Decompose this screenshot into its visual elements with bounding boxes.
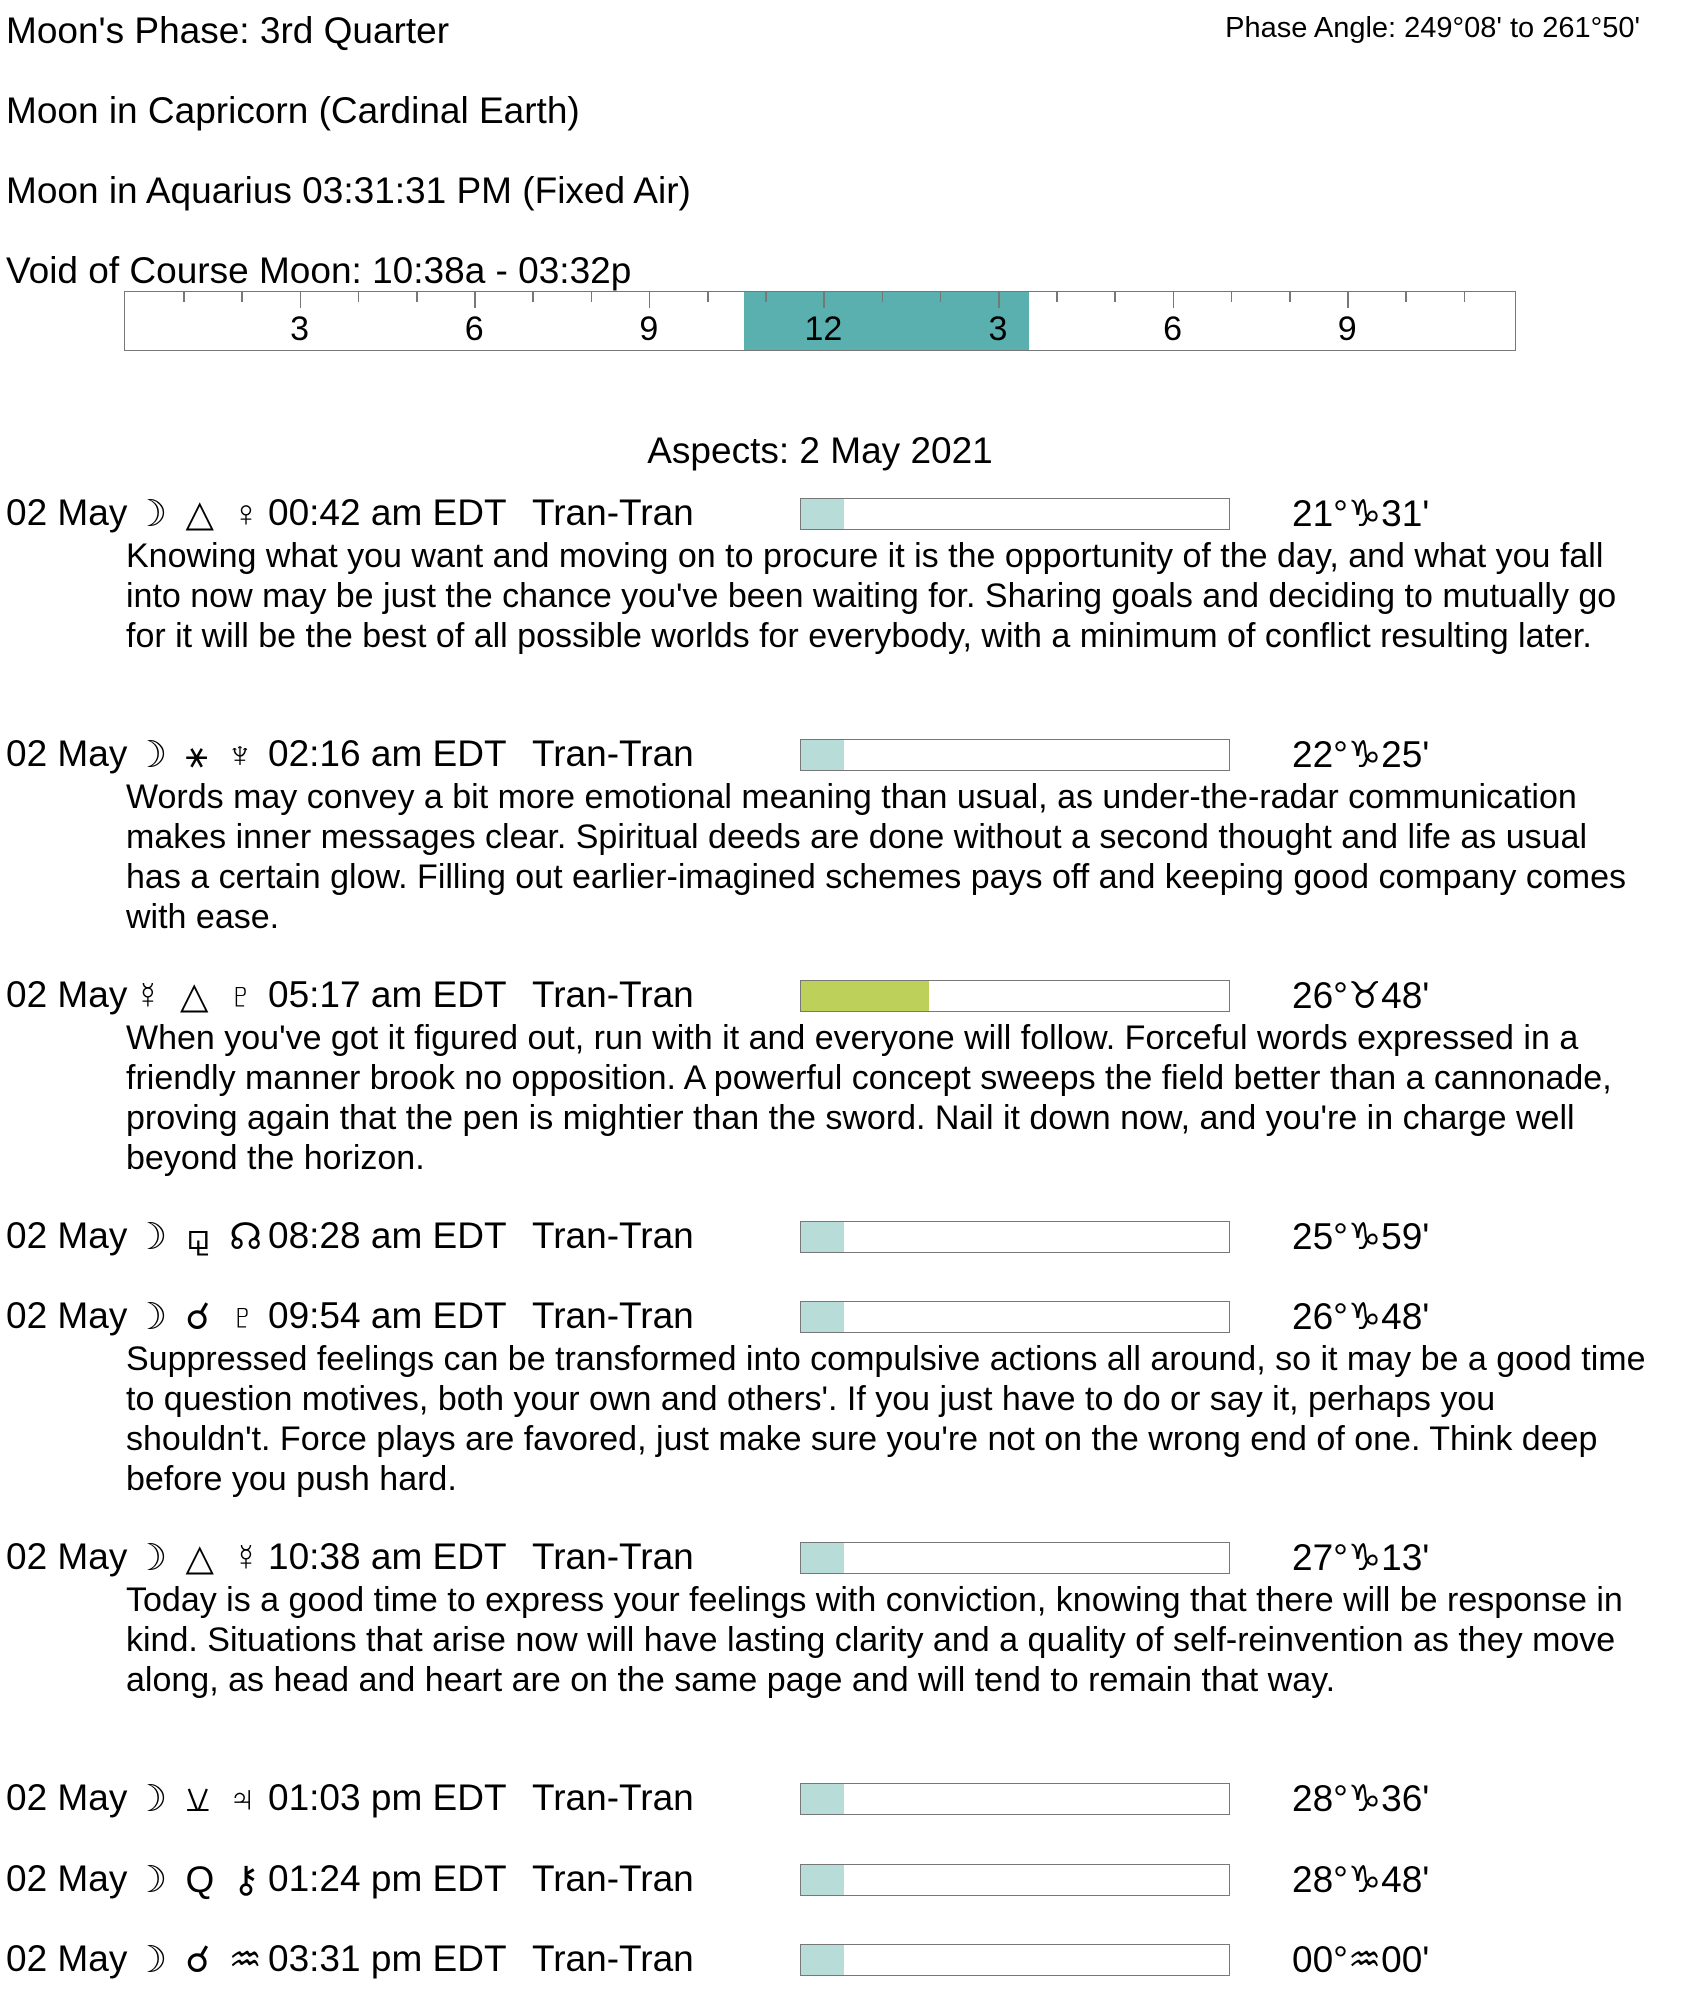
aspect-glyphs: ☽ ☌ ♇ xyxy=(134,1296,261,1337)
aspect-header xyxy=(0,733,1684,777)
aspect-position: 28°♑48' xyxy=(1292,1859,1430,1900)
aspect-position: 27°♑13' xyxy=(1292,1537,1430,1578)
timeline-tick xyxy=(823,292,825,308)
aspect-header xyxy=(0,1777,1684,1821)
aspect-strength-fill xyxy=(801,1865,844,1895)
timeline-tick xyxy=(474,292,476,308)
aspect-entry xyxy=(0,1536,1684,1700)
timeline-tick xyxy=(591,292,593,302)
void-of-course: Void of Course Moon: 10:38a - 03:32p xyxy=(6,250,632,291)
aspect-header xyxy=(0,1858,1684,1902)
void-of-course-timeline xyxy=(124,291,1516,351)
void-of-course-fill xyxy=(744,292,1029,350)
aspect-entry xyxy=(0,1938,1684,1982)
timeline-tick xyxy=(532,292,534,302)
aspect-glyphs: ☽ ☌ ♒ xyxy=(134,1939,266,1980)
aspect-type: Tran-Tran xyxy=(532,1858,694,1899)
aspect-header xyxy=(0,1938,1684,1982)
aspect-type: Tran-Tran xyxy=(532,974,694,1015)
phase-angle: Phase Angle: 249°08' to 261°50' xyxy=(1225,12,1640,44)
aspect-position: 26°♑48' xyxy=(1292,1296,1430,1337)
aspect-date: 02 May xyxy=(6,492,128,533)
timeline-tick xyxy=(183,292,185,302)
aspect-strength-fill xyxy=(801,981,929,1011)
aspect-header xyxy=(0,492,1684,536)
aspect-time: 00:42 am EDT xyxy=(268,492,507,533)
aspect-entry xyxy=(0,1777,1684,1821)
aspect-strength-fill xyxy=(801,1302,844,1332)
aspect-position: 26°♉48' xyxy=(1292,975,1430,1016)
aspect-description: Words may convey a bit more emotional meaning than usual, as under-the-radar communication makes inner messages clear. Spiritual deeds are done without a second thought and life as usual has a certain glow. Filling out earlier-imagined schemes pays off and keeping good company comes with ease. xyxy=(126,778,1626,936)
timeline-hour-label: 9 xyxy=(639,310,659,348)
aspect-time: 02:16 am EDT xyxy=(268,733,507,774)
timeline-tick xyxy=(358,292,360,302)
timeline-tick xyxy=(882,292,884,302)
aspect-position: 25°♑59' xyxy=(1292,1216,1430,1257)
aspect-strength-fill xyxy=(801,1543,844,1573)
aspect-strength-bar xyxy=(800,498,1230,530)
moon-sign-capricorn: Moon in Capricorn (Cardinal Earth) xyxy=(6,90,580,131)
aspect-strength-bar xyxy=(800,1221,1230,1253)
timeline-hour-label: 3 xyxy=(290,310,310,348)
aspect-position: 00°♒00' xyxy=(1292,1939,1430,1980)
aspect-entry xyxy=(0,1858,1684,1902)
aspect-strength-bar xyxy=(800,1944,1230,1976)
aspect-type: Tran-Tran xyxy=(532,1777,694,1818)
timeline-hour-label: 6 xyxy=(464,310,484,348)
aspect-entry xyxy=(0,974,1684,1178)
aspect-time: 05:17 am EDT xyxy=(268,974,507,1015)
aspect-type: Tran-Tran xyxy=(532,1215,694,1256)
aspect-type: Tran-Tran xyxy=(532,1536,694,1577)
aspect-date: 02 May xyxy=(6,1938,128,1979)
aspect-type: Tran-Tran xyxy=(532,1938,694,1979)
aspect-header xyxy=(0,1536,1684,1580)
timeline-tick xyxy=(998,292,1000,308)
aspect-date: 02 May xyxy=(6,974,128,1015)
timeline-hour-label: 12 xyxy=(804,310,843,348)
aspect-header xyxy=(0,1295,1684,1339)
aspect-date: 02 May xyxy=(6,733,128,774)
timeline-tick xyxy=(416,292,418,302)
aspect-date: 02 May xyxy=(6,1295,128,1336)
aspect-glyphs: ☽ ⚺ ♃ xyxy=(134,1778,261,1819)
aspect-glyphs: ☽ Q ⚷ xyxy=(134,1859,264,1900)
aspect-glyphs: ☽ ⚼ ☊ xyxy=(134,1216,267,1257)
aspect-description: When you've got it figured out, run with it and everyone will follow. Forceful words expressed in a friendly manner brook no opposition. A powerful concept sweeps the field better than a cannonade, proving again that the pen is mightier than the sword. Nail it down now, and you're in charge well beyond the horizon. xyxy=(126,1019,1612,1177)
aspect-description: Suppressed feelings can be transformed into compulsive actions all around, so it may be a good time to question motives, both your own and others'. If you just have to do or say it, perhaps you shouldn't. Force plays are favored, just make sure you're not on the wrong end of one. Think deep before you push hard. xyxy=(126,1340,1646,1498)
aspect-position: 21°♑31' xyxy=(1292,493,1430,534)
aspect-glyphs: ☿ △ ♇ xyxy=(134,975,259,1016)
aspect-time: 10:38 am EDT xyxy=(268,1536,507,1577)
aspect-position: 22°♑25' xyxy=(1292,734,1430,775)
timeline-tick xyxy=(1289,292,1291,302)
aspect-entry xyxy=(0,733,1684,937)
timeline-hour-label: 9 xyxy=(1337,310,1357,348)
aspect-date: 02 May xyxy=(6,1536,128,1577)
aspect-strength-fill xyxy=(801,1784,844,1814)
aspect-entry xyxy=(0,1295,1684,1499)
aspect-strength-bar xyxy=(800,739,1230,771)
timeline-tick xyxy=(1114,292,1116,302)
aspect-glyphs: ☽ △ ☿ xyxy=(134,1537,264,1578)
timeline-tick xyxy=(765,292,767,302)
aspect-date: 02 May xyxy=(6,1215,128,1256)
timeline-tick xyxy=(707,292,709,302)
aspect-date: 02 May xyxy=(6,1777,128,1818)
aspect-strength-fill xyxy=(801,1945,844,1975)
timeline-hour-label: 3 xyxy=(988,310,1008,348)
aspect-time: 03:31 pm EDT xyxy=(268,1938,507,1979)
aspect-strength-fill xyxy=(801,499,844,529)
aspect-glyphs: ☽ △ ♀ xyxy=(134,493,264,534)
timeline-tick xyxy=(300,292,302,308)
aspect-strength-bar xyxy=(800,1301,1230,1333)
aspect-type: Tran-Tran xyxy=(532,492,694,533)
aspect-position: 28°♑36' xyxy=(1292,1778,1430,1819)
aspect-strength-fill xyxy=(801,740,844,770)
aspect-glyphs: ☽ ⚹ ♆ xyxy=(134,734,258,775)
aspect-description: Knowing what you want and moving on to procure it is the opportunity of the day, and what you fall into now may be just the chance you've been waiting for. Sharing goals and deciding to mutually go for it will be the best of all possible worlds for everybody, with a minimum of conflict resulting later. xyxy=(126,537,1617,655)
timeline-tick xyxy=(1347,292,1349,308)
timeline-tick xyxy=(1173,292,1175,308)
timeline-tick xyxy=(649,292,651,308)
moon-sign-aquarius: Moon in Aquarius 03:31:31 PM (Fixed Air) xyxy=(6,170,691,211)
timeline-tick xyxy=(1405,292,1407,302)
aspect-date: 02 May xyxy=(6,1858,128,1899)
aspect-type: Tran-Tran xyxy=(532,733,694,774)
moon-phase: Moon's Phase: 3rd Quarter xyxy=(6,10,450,51)
timeline-tick xyxy=(1056,292,1058,302)
timeline-tick xyxy=(241,292,243,302)
aspect-strength-bar xyxy=(800,1542,1230,1574)
aspect-strength-fill xyxy=(801,1222,844,1252)
timeline-hour-label: 6 xyxy=(1163,310,1183,348)
aspect-description: Today is a good time to express your feelings with conviction, knowing that there will be response in kind. Situations that arise now will have lasting clarity and a quality of self-reinvention as they move along, as head and heart are on the same page and will tend to remain that way. xyxy=(126,1581,1623,1699)
aspect-header xyxy=(0,974,1684,1018)
aspect-strength-bar xyxy=(800,1864,1230,1896)
aspect-strength-bar xyxy=(800,980,1230,1012)
timeline-tick xyxy=(1231,292,1233,302)
timeline-tick xyxy=(940,292,942,302)
aspect-time: 01:03 pm EDT xyxy=(268,1777,507,1818)
aspect-time: 08:28 am EDT xyxy=(268,1215,507,1256)
aspect-time: 09:54 am EDT xyxy=(268,1295,507,1336)
aspect-entry xyxy=(0,492,1684,656)
aspect-entry xyxy=(0,1215,1684,1259)
aspect-time: 01:24 pm EDT xyxy=(268,1858,507,1899)
aspects-title: Aspects: 2 May 2021 xyxy=(647,430,993,471)
aspect-header xyxy=(0,1215,1684,1259)
aspect-strength-bar xyxy=(800,1783,1230,1815)
timeline-tick xyxy=(1464,292,1466,302)
aspect-type: Tran-Tran xyxy=(532,1295,694,1336)
